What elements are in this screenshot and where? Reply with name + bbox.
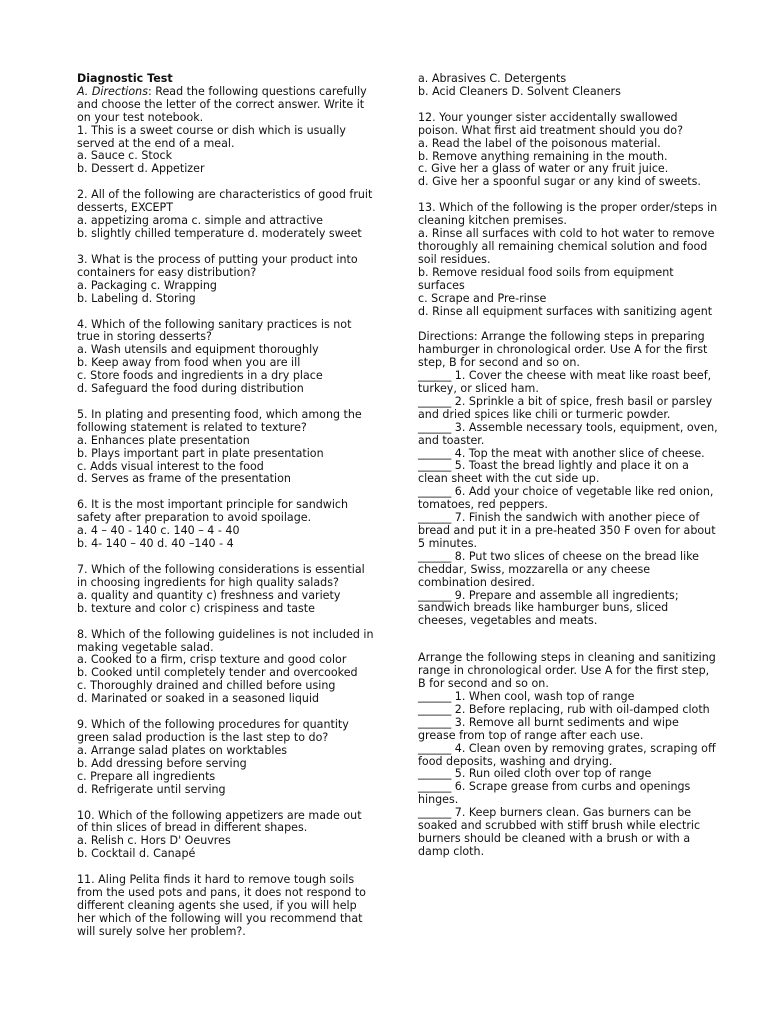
question-1-option: b. Dessert d. Appetizer (77, 162, 205, 176)
range-step: ______ 7. Keep burners clean. Gas burners can be soaked and scrubbed with stiff brush while electric burners should be cleaned with a brush or with a damp cloth. (418, 806, 704, 858)
question-9-option: a. Arrange salad plates on worktables (77, 743, 288, 757)
question-3-option: a. Packaging c. Wrapping (77, 278, 217, 292)
hamburger-step: ______ 2. Sprinkle a bit of spice, fresh basil or parsley and dried spices like chili or turmeric powder. (418, 394, 716, 421)
question-4-option: b. Keep away from food when you are ill (77, 356, 301, 370)
question-10-option: a. Relish c. Hors D' Oeuvres (77, 834, 231, 848)
right-column (418, 72, 722, 859)
question-6-option: a. 4 – 40 - 140 c. 140 – 4 - 40 (77, 524, 240, 538)
question-12-option: b. Remove anything remaining in the mouth. (418, 149, 668, 163)
question-12-option: c. Give her a glass of water or any fruit juice. (418, 162, 669, 176)
range-directions: Arrange the following steps in cleaning and sanitizing range in chronological order. Use A for the first step, B for second and so on. (418, 651, 720, 691)
question-7-option: b. texture and color c) crispiness and taste (77, 601, 315, 615)
hamburger-directions: Directions: Arrange the following steps in preparing hamburger in chronological order. Use A for the first step, B for second and so on. (418, 330, 711, 370)
range-step: ______ 6. Scrape grease from curbs and openings hinges. (418, 780, 694, 807)
question-8-option: c. Thoroughly drained and chilled before using (77, 679, 336, 693)
range-step: ______ 2. Before replacing, rub with oil-damped cloth (418, 702, 710, 716)
directions-label: A. Directions (77, 84, 148, 98)
left-column (77, 72, 378, 939)
range-step: ______ 3. Remove all burnt sediments and wipe grease from top of range after each use. (418, 715, 683, 742)
question-13-option: d. Rinse all equipment surfaces with sanitizing agent (418, 304, 713, 318)
hamburger-step: ______ 3. Assemble necessary tools, equipment, oven, and toaster. (418, 420, 722, 447)
question-9-option: b. Add dressing before serving (77, 756, 247, 770)
question-10-stem: 10. Which of the following appetizers are made out of thin slices of bread in different shapes. (77, 808, 366, 835)
question-2-option: b. slightly chilled temperature d. moderately sweet (77, 226, 362, 240)
question-9-option: c. Prepare all ingredients (77, 769, 216, 783)
question-7-option: a. quality and quantity c) freshness and variety (77, 588, 341, 602)
question-12-stem: 12. Your younger sister accidentally swallowed poison. What first aid treatment should you do? (418, 110, 683, 137)
hamburger-step: ______ 1. Cover the cheese with meat like roast beef, turkey, or sliced ham. (418, 369, 715, 396)
question-10-option: b. Cocktail d. Canapé (77, 847, 196, 861)
question-4-stem: 4. Which of the following sanitary practices is not true in storing desserts? (77, 317, 355, 344)
question-1-option: a. Sauce c. Stock (77, 149, 173, 163)
question-3-stem: 3. What is the process of putting your product into containers for easy distribution? (77, 252, 362, 279)
hamburger-step: ______ 7. Finish the sandwich with another piece of bread and put it in a pre-heated 350 F oven for about 5 minutes. (418, 511, 720, 550)
hamburger-step: ______ 4. Top the meat with another slice of cheese. (418, 446, 705, 460)
directions (77, 86, 375, 125)
question-13-option: b. Remove residual food soils from equipment surfaces (418, 265, 678, 292)
question-2-option: a. appetizing aroma c. simple and attractive (77, 214, 324, 228)
question-8-stem: 8. Which of the following guidelines is not included in making vegetable salad. (77, 627, 378, 654)
test-title: Diagnostic Test (77, 72, 173, 85)
range-step: ______ 5. Run oiled cloth over top of range (418, 767, 652, 781)
question-5-option: b. Plays important part in plate presentation (77, 446, 324, 460)
question-5-option: c. Adds visual interest to the food (77, 459, 264, 473)
question-6-option: b. 4- 140 – 40 d. 40 –140 - 4 (77, 537, 234, 551)
question-4-option: c. Store foods and ingredients in a dry place (77, 369, 323, 383)
question-1-stem: 1. This is a sweet course or dish which is usually served at the end of a meal. (77, 123, 350, 150)
question-12-option: d. Give her a spoonful sugar or any kind of sweets. (418, 175, 701, 189)
range-step: ______ 1. When cool, wash top of range (418, 689, 635, 703)
question-11-option: b. Acid Cleaners D. Solvent Cleaners (418, 84, 621, 98)
question-13-option: a. Rinse all surfaces with cold to hot water to remove thoroughly all remaining chemical solution and food soil residues. (418, 227, 719, 266)
question-5-option: a. Enhances plate presentation (77, 433, 250, 447)
hamburger-step: ______ 5. Toast the bread lightly and place it on a clean sheet with the cut side up. (418, 459, 693, 486)
question-4-option: d. Safeguard the food during distribution (77, 382, 304, 396)
question-12-option: a. Read the label of the poisonous material. (418, 136, 661, 150)
question-8-option: a. Cooked to a firm, crisp texture and good color (77, 653, 347, 667)
question-4-option: a. Wash utensils and equipment thoroughly (77, 343, 319, 357)
question-7-stem: 7. Which of the following considerations is essential in choosing ingredients for high quality salads? (77, 563, 369, 589)
question-5-stem: 5. In plating and presenting food, which among the following statement is related to texture? (77, 407, 366, 434)
question-11-stem: 11. Aling Pelita finds it hard to remove tough soils from the used pots and pans, it does not respond to different cleaning agents she used, if you will help her which of the following will you recommend that will surely solve her problem?. (77, 873, 370, 938)
question-2-stem: 2. All of the following are characteristics of good fruit desserts, EXCEPT (77, 188, 376, 215)
question-6-stem: 6. It is the most important principle for sandwich safety after preparation to avoid spoilage. (77, 498, 352, 525)
hamburger-step: ______ 8. Put two slices of cheese on the bread like cheddar, Swiss, mozzarella or any cheese combination desired. (418, 549, 703, 589)
question-8-option: d. Marinated or soaked in a seasoned liquid (77, 692, 320, 706)
hamburger-step: ______ 9. Prepare and assemble all ingredients; sandwich breads like hamburger buns, sliced cheeses, vegetables and meats. (418, 588, 683, 628)
range-step: ______ 4. Clean oven by removing grates, scraping off food deposits, washing and drying. (418, 741, 720, 768)
question-8-option: b. Cooked until completely tender and overcooked (77, 666, 358, 680)
question-9-stem: 9. Which of the following procedures for quantity green salad production is the last step to do? (77, 718, 353, 744)
question-3-option: b. Labeling d. Storing (77, 291, 196, 305)
question-9-option: d. Refrigerate until serving (77, 782, 226, 796)
question-5-option: d. Serves as frame of the presentation (77, 472, 291, 486)
hamburger-step: ______ 6. Add your choice of vegetable like red onion, tomatoes, red peppers. (418, 485, 717, 512)
directions-text: : Read the following questions carefully and choose the letter of the correct answer. Write it on your test notebook. (77, 84, 371, 124)
question-13-option: c. Scrape and Pre-rinse (418, 291, 547, 305)
question-11-option: a. Abrasives C. Detergents (418, 72, 567, 85)
question-13-stem: 13. Which of the following is the proper order/steps in cleaning kitchen premises. (418, 201, 721, 228)
